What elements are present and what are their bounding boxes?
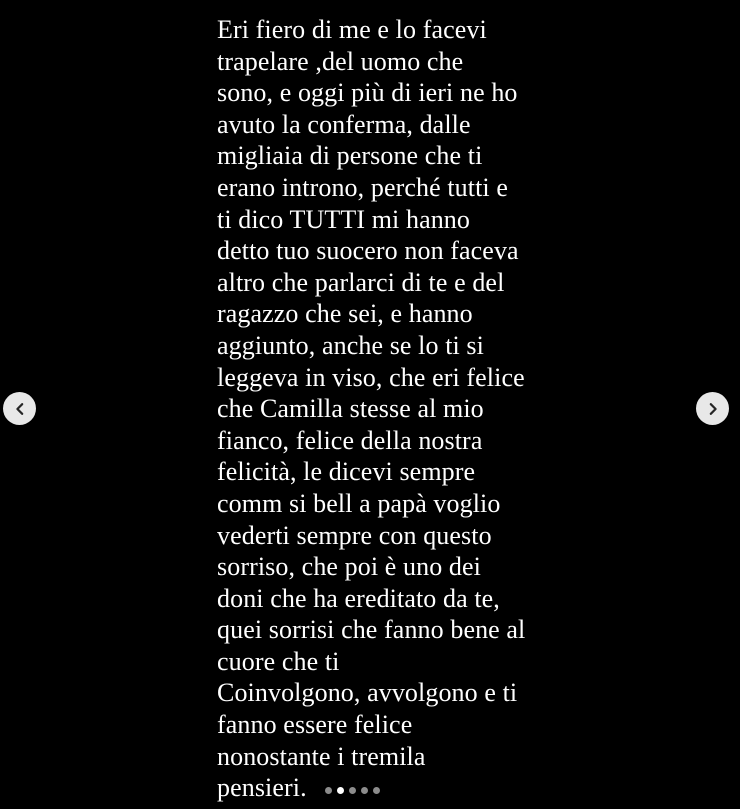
pagination-dot [325,787,332,794]
story-text-line: migliaia di persone che ti [217,141,483,171]
story-text-line: ti dico TUTTI mi hanno [217,204,471,234]
pagination-dot [349,787,356,794]
pagination-dot [373,787,380,794]
story-text-last-line [217,772,577,804]
pagination-dot [361,787,368,794]
story-text-line: erano introno, perché tutti e [217,172,508,202]
story-text-line: cuore che ti [217,646,340,676]
chevron-left-icon [12,401,28,417]
pagination-dot-active [337,787,344,794]
story-text-line: detto tuo suocero non faceva [217,236,519,266]
story-text-line: felicità, le dicevi sempre [217,457,476,487]
story-text-line: doni che ha ereditato da te, [217,583,500,613]
story-text-line: leggeva in viso, che eri felice [217,362,525,392]
story-text-line: trapelare ,del uomo che [217,46,464,76]
story-text-line: fanno essere felice [217,710,413,740]
chevron-right-icon [705,401,721,417]
story-text-line: avuto la conferma, dalle [217,109,471,139]
story-text-line: comm si bell a papà voglio [217,488,501,518]
story-text-line: ragazzo che sei, e hanno [217,299,473,329]
previous-button[interactable] [3,392,36,425]
story-text-line: altro che parlarci di te e del [217,267,505,297]
story-text-line: pensieri. [217,773,307,803]
story-text-line: Coinvolgono, avvolgono e ti [217,678,518,708]
story-text-line: aggiunto, anche se lo ti si [217,330,484,360]
story-text-line: vederti sempre con questo [217,520,492,550]
story-text [217,14,577,804]
pagination-dots [325,783,380,794]
story-text-line: quei sorrisi che fanno bene al [217,615,526,645]
story-text-line: nonostante i tremila [217,741,426,771]
story-text-line: Eri fiero di me e lo facevi [217,15,487,44]
story-text-line: sorriso, che poi è uno dei [217,552,481,582]
story-text-line: fianco, felice della nostra [217,425,483,455]
story-text-line: che Camilla stesse al mio [217,394,484,424]
story-text-line: sono, e oggi più di ieri ne ho [217,78,518,108]
next-button[interactable] [696,392,729,425]
